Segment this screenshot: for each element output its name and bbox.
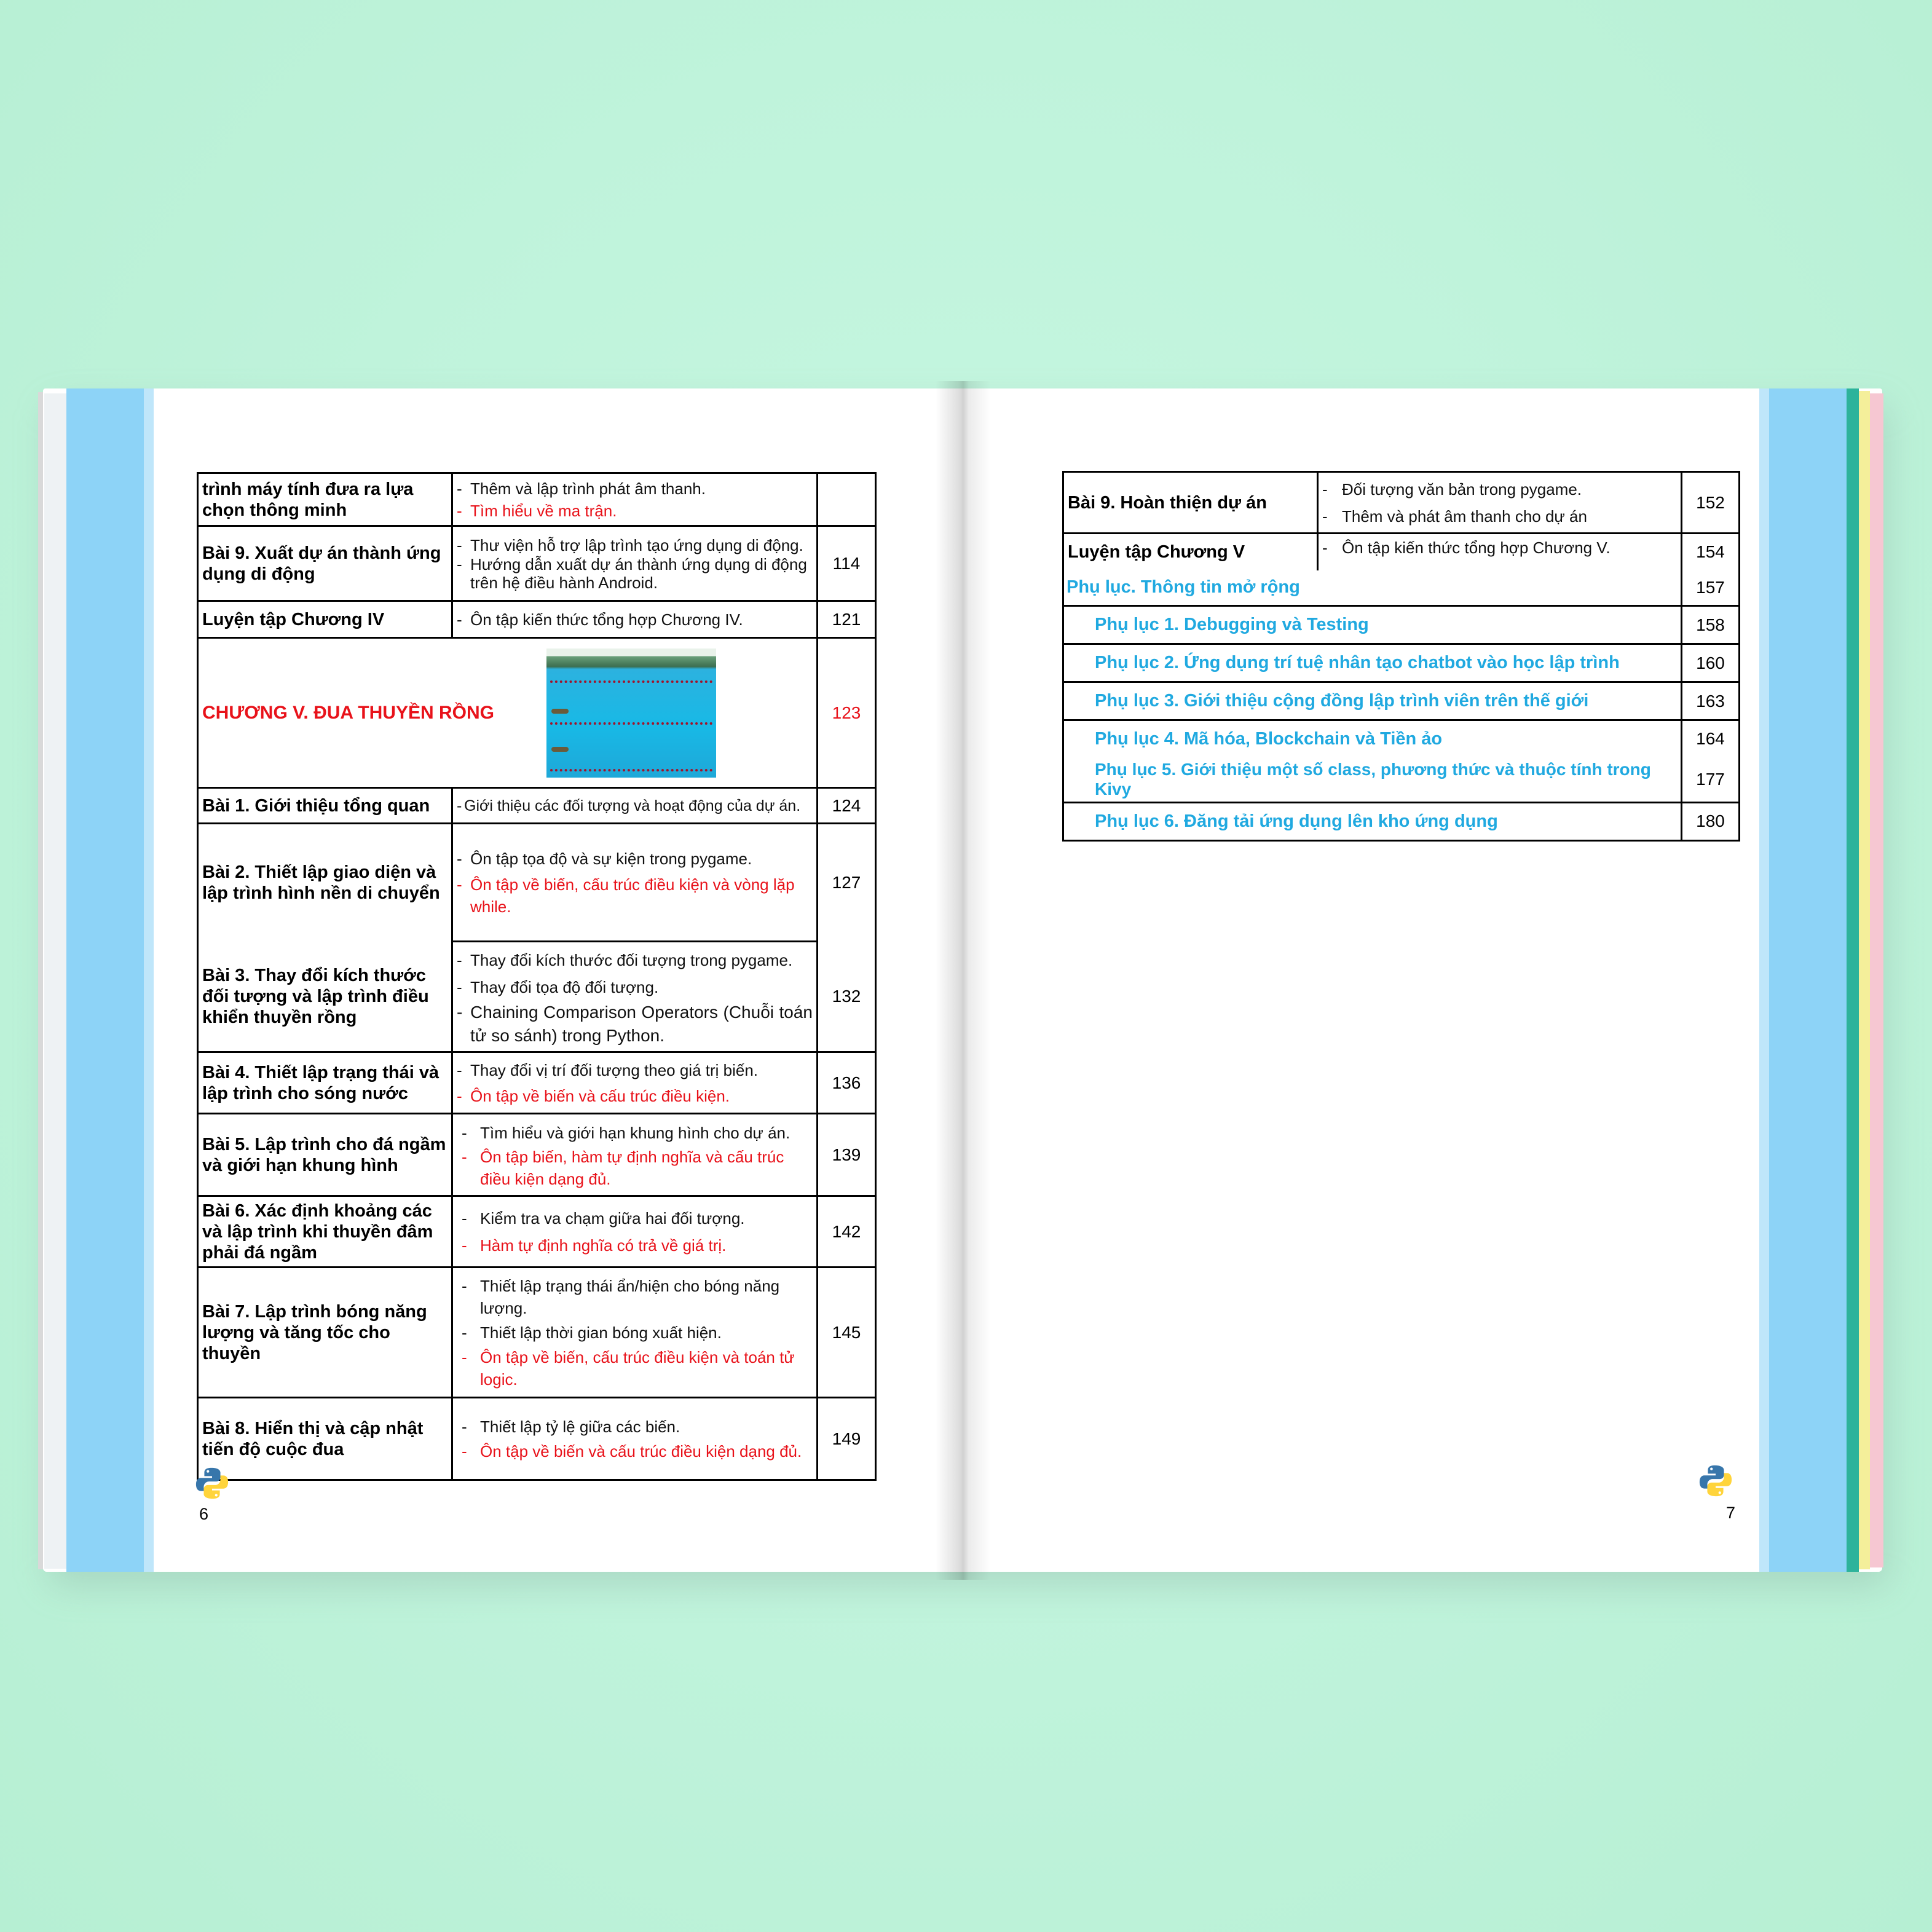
page-number-cell: [818, 473, 876, 526]
toc-row: [198, 473, 876, 526]
page-number-cell: 164: [1682, 720, 1740, 757]
page-edge-left: [44, 393, 66, 1569]
content-item-review: - Ôn tập biến, hàm tự định nghĩa và cấu trúc điều kiện dạng đủ.: [462, 1147, 784, 1188]
lesson-content: [452, 526, 818, 601]
lesson-content: [452, 824, 818, 942]
side-band-right: [1769, 388, 1847, 1572]
lesson-title: Bài 6. Xác định khoảng các và lập trình khi thuyền đâm phải đá ngầm: [198, 1196, 452, 1268]
chapter-cell: [198, 638, 818, 788]
appendix-row: [1063, 757, 1740, 803]
content-item: - Thiết lập trạng thái ẩn/hiện cho bóng năng lượng.: [462, 1276, 780, 1317]
toc-row: [198, 1052, 876, 1114]
content-item: - Thêm và phát âm thanh cho dự án: [1322, 507, 1587, 526]
appendix-title: Phụ lục 1. Debugging và Testing: [1063, 606, 1682, 644]
page-number-cell: 136: [818, 1052, 876, 1114]
toc-row: [1063, 534, 1740, 570]
page-number: 6: [199, 1505, 209, 1523]
content-item: - Thay đổi vị trí đối tượng theo giá trị biến.: [457, 1060, 759, 1079]
page-number-cell: 163: [1682, 682, 1740, 720]
content-item: - Ôn tập kiến thức tổng hợp Chương V.: [1322, 538, 1611, 557]
lesson-title: Bài 2. Thiết lập giao diện và lập trình hình nền di chuyển: [198, 824, 452, 942]
toc-row: [198, 788, 876, 824]
page-number-cell: 158: [1682, 606, 1740, 644]
page-number-cell: 152: [1682, 472, 1740, 534]
python-logo-icon: [1698, 1463, 1733, 1499]
appendix-row: [1063, 720, 1740, 757]
page-number-cell: 154: [1682, 534, 1740, 570]
appendix-title: Phụ lục 5. Giới thiệu một số class, phương thức và thuộc tính trong Kivy: [1063, 757, 1682, 803]
toc-row: [198, 601, 876, 638]
page-number-cell: 157: [1682, 570, 1740, 606]
dragon-boat-game-illustration: [546, 649, 716, 778]
lesson-content: [452, 1268, 818, 1398]
appendix-row: [1063, 644, 1740, 682]
book-edge-pink: [1870, 393, 1883, 1567]
book-gutter: [936, 381, 991, 1580]
dragon-boat: [551, 747, 569, 752]
toc-row: [198, 1114, 876, 1196]
chapter-row: [198, 638, 876, 788]
side-band-right-light: [1759, 388, 1769, 1572]
appendix-row: [1063, 682, 1740, 720]
toc-row: [198, 526, 876, 601]
appendix-title: Phụ lục 2. Ứng dụng trí tuệ nhân tạo chatbot vào học lập trình: [1063, 644, 1682, 682]
lesson-title: Bài 7. Lập trình bóng năng lượng và tăng tốc cho thuyền: [198, 1268, 452, 1398]
page-number-cell: 142: [818, 1196, 876, 1268]
python-logo-icon: [194, 1465, 230, 1501]
content-item: - Ôn tập kiến thức tổng hợp Chương IV.: [457, 610, 743, 629]
lesson-title: trình máy tính đưa ra lựa chọn thông minh: [198, 473, 452, 526]
page-number-cell: 145: [818, 1268, 876, 1398]
content-item: - Chaining Comparison Operators (Chuỗi toán tử so sánh) trong Python.: [457, 1002, 813, 1045]
lesson-content: [452, 1196, 818, 1268]
lesson-title: Bài 9. Xuất dự án thành ứng dụng di động: [198, 526, 452, 601]
race-lane: [550, 769, 712, 771]
lesson-content: [1318, 472, 1682, 534]
content-item: - Đối tượng văn bản trong pygame.: [1322, 479, 1582, 499]
appendix-row: [1063, 606, 1740, 644]
lesson-title: Bài 9. Hoàn thiện dự án: [1063, 472, 1318, 534]
content-item-review: - Tìm hiểu về ma trận.: [457, 501, 617, 520]
lesson-content: [452, 788, 818, 824]
page-number-cell: 127: [818, 824, 876, 942]
appendix-heading: Phụ lục. Thông tin mở rộng: [1063, 570, 1682, 606]
side-band-left-light: [144, 388, 154, 1572]
lesson-content: [452, 1114, 818, 1196]
content-item: - Thiết lập thời gian bóng xuất hiện.: [462, 1323, 722, 1342]
appendix-heading-row: [1063, 570, 1740, 606]
toc-table-left: [197, 472, 877, 1481]
page-number-cell: 124: [818, 788, 876, 824]
toc-row: [1063, 472, 1740, 534]
content-item: - Kiểm tra va chạm giữa hai đối tượng.: [462, 1208, 745, 1228]
content-item: - Thiết lập tỷ lệ giữa các biến.: [462, 1417, 680, 1436]
lesson-content: [452, 601, 818, 638]
page-number-cell: 139: [818, 1114, 876, 1196]
toc-row: [198, 942, 876, 1052]
side-band-left: [66, 388, 144, 1572]
content-item-review: - Ôn tập về biến và cấu trúc điều kiện.: [457, 1086, 730, 1105]
book-edge-yellow: [1859, 391, 1870, 1569]
content-item-review: - Hàm tự định nghĩa có trả về giá trị.: [462, 1236, 727, 1255]
book-edge-green: [1847, 388, 1859, 1572]
lesson-title: Luyện tập Chương IV: [198, 601, 452, 638]
lesson-title: Luyện tập Chương V: [1063, 534, 1318, 570]
content-item: - Giới thiệu các đối tượng và hoạt động của dự án.: [457, 797, 801, 814]
lesson-title: Bài 4. Thiết lập trạng thái và lập trình cho sóng nước: [198, 1052, 452, 1114]
page-number-cell: 149: [818, 1398, 876, 1480]
lesson-title: Bài 8. Hiển thị và cập nhật tiến độ cuộc đua: [198, 1398, 452, 1480]
page-number-cell: 123: [818, 638, 876, 788]
appendix-row: [1063, 802, 1740, 840]
content-item: - Thay đổi kích thước đối tượng trong pygame.: [457, 950, 793, 969]
content-item-review: - Ôn tập về biến, cấu trúc điều kiện và vòng lặp while.: [457, 875, 795, 916]
page-number-cell: 121: [818, 601, 876, 638]
appendix-title: Phụ lục 6. Đăng tải ứng dụng lên kho ứng dụng: [1063, 802, 1682, 840]
toc-table-right: [1062, 471, 1740, 842]
page-number-cell: 160: [1682, 644, 1740, 682]
toc-row: [198, 824, 876, 942]
toc-row: [198, 1398, 876, 1480]
race-lane: [550, 680, 712, 683]
content-item: - Tìm hiểu và giới hạn khung hình cho dự án.: [462, 1123, 791, 1142]
lesson-content: [452, 1052, 818, 1114]
content-item: - Thư viện hỗ trợ lập trình tạo ứng dụng di động.: [457, 535, 803, 554]
chapter-title: CHƯƠNG V. ĐUA THUYỀN RỒNG: [202, 702, 494, 723]
page-number-cell: 132: [818, 942, 876, 1052]
content-item: - Thay đổi tọa độ đối tượng.: [457, 977, 659, 996]
lesson-content: [1318, 534, 1682, 570]
lesson-title: Bài 3. Thay đổi kích thước đối tượng và lập trình điều khiển thuyền rồng: [198, 942, 452, 1052]
toc-row: [198, 1268, 876, 1398]
content-item: - Thêm và lập trình phát âm thanh.: [457, 479, 706, 498]
lesson-title: Bài 1. Giới thiệu tổng quan: [198, 788, 452, 824]
page-number-cell: 177: [1682, 757, 1740, 803]
page-number: 7: [1726, 1504, 1736, 1522]
content-item: - Hướng dẫn xuất dự án thành ứng dụng di động trên hệ điều hành Android.: [457, 554, 807, 592]
lesson-title: Bài 5. Lập trình cho đá ngầm và giới hạn khung hình: [198, 1114, 452, 1196]
content-item-review: - Ôn tập về biến, cấu trúc điều kiện và toán tử logic.: [462, 1347, 795, 1389]
race-lane: [550, 722, 712, 725]
content-item: - Ôn tập tọa độ và sự kiện trong pygame.: [457, 849, 752, 868]
lesson-content: [452, 942, 818, 1052]
dragon-boat: [551, 709, 569, 714]
lesson-content: [452, 473, 818, 526]
content-item-review: - Ôn tập về biến và cấu trúc điều kiện dạng đủ.: [462, 1441, 802, 1461]
page-number-cell: 180: [1682, 802, 1740, 840]
appendix-title: Phụ lục 3. Giới thiệu cộng đồng lập trình viên trên thế giới: [1063, 682, 1682, 720]
page-number-cell: 114: [818, 526, 876, 601]
appendix-title: Phụ lục 4. Mã hóa, Blockchain và Tiền ảo: [1063, 720, 1682, 757]
lesson-content: [452, 1398, 818, 1480]
toc-row: [198, 1196, 876, 1268]
